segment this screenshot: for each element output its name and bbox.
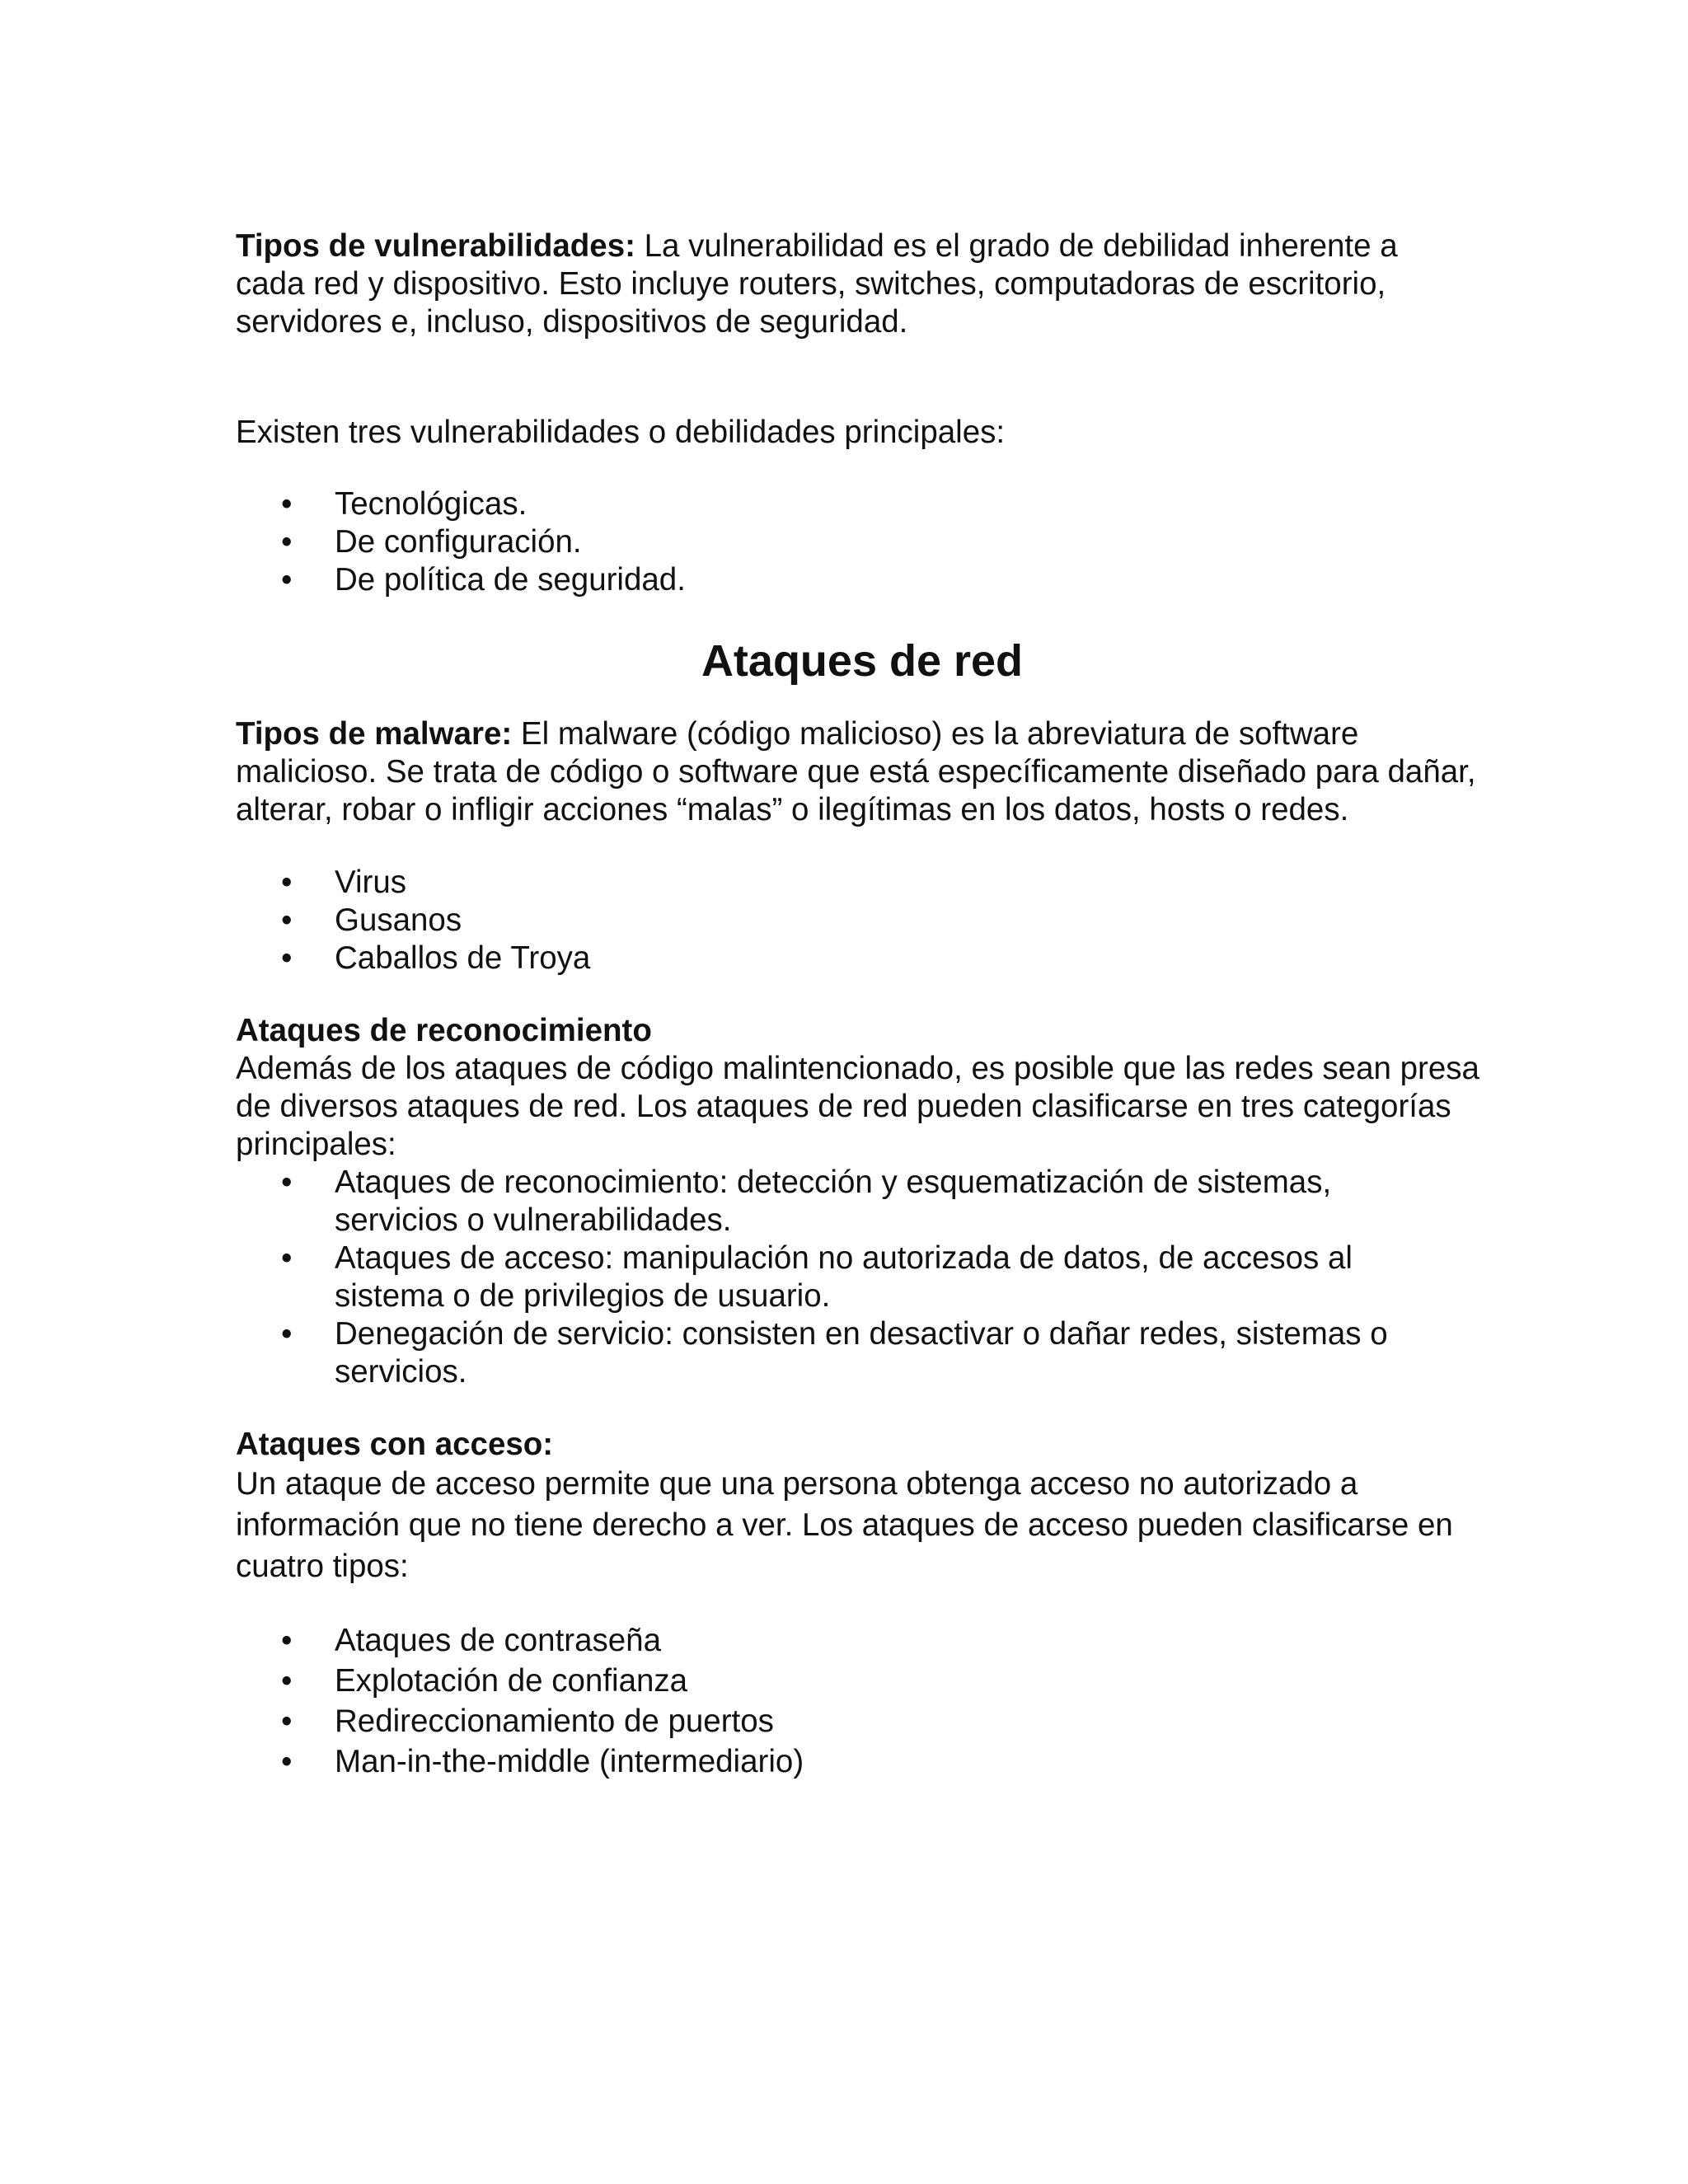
- reconnaissance-heading: Ataques de reconocimiento: [236, 1013, 652, 1048]
- reconnaissance-list: [236, 1164, 1489, 1391]
- vulnerabilities-list: [236, 485, 1489, 599]
- list-item: • Ataques de acceso: manipulación no autorizada de datos, de accesos al sistema o de privilegios de usuario.: [236, 1240, 1456, 1315]
- reconnaissance-text: Además de los ataques de código malintencionado, es posible que las redes sean presa de diversos ataques de red. Los ataques de red pueden clasificarse en tres categorías principales:: [236, 1051, 1479, 1162]
- access-attacks-text: Un ataque de acceso permite que una persona obtenga acceso no autorizado a información que no tiene derecho a ver. Los ataques de acceso pueden clasificarse en cuatro tipos:: [236, 1466, 1453, 1584]
- list-item: • Virus: [236, 864, 1489, 902]
- list-item: • Ataques de reconocimiento: detección y esquematización de sistemas, servicios o vulnerabilidades.: [236, 1164, 1456, 1240]
- access-attacks-list: [236, 1620, 1489, 1782]
- vulnerabilities-paragraph: [236, 227, 1472, 341]
- list-item: • Denegación de servicio: consisten en desactivar o dañar redes, sistemas o servicios.: [236, 1315, 1456, 1391]
- malware-label: Tipos de malware:: [236, 716, 513, 752]
- vulnerabilities-label: Tipos de vulnerabilidades:: [236, 228, 635, 264]
- list-item: • De configuración.: [236, 523, 1489, 561]
- malware-text: El malware (código malicioso) es la abreviatura de software malicioso. Se trata de código o software que está específicamente diseñado para dañar, alterar, robar o infligir acciones “malas” o ilegítimas en los datos, hosts o redes.: [236, 716, 1476, 827]
- list-item: • Gusanos: [236, 902, 1489, 940]
- list-item: • Explotación de confianza: [236, 1661, 1489, 1701]
- section-heading-network-attacks: Ataques de red: [701, 636, 1024, 686]
- list-item: • Man-in-the-middle (intermediario): [236, 1741, 1489, 1782]
- access-attacks-heading: Ataques con acceso:: [236, 1427, 554, 1462]
- list-item: • Redireccionamiento de puertos: [236, 1701, 1489, 1741]
- malware-list: [236, 864, 1489, 977]
- list-item: • Ataques de contraseña: [236, 1620, 1489, 1661]
- list-item: • Caballos de Troya: [236, 940, 1489, 977]
- malware-paragraph: [236, 715, 1489, 829]
- document-content: [236, 227, 1489, 1782]
- vulnerabilities-intro: Existen tres vulnerabilidades o debilidades principales:: [236, 415, 1006, 450]
- list-item: • De política de seguridad.: [236, 561, 1489, 599]
- vulnerabilities-text: La vulnerabilidad es el grado de debilidad inherente a cada red y dispositivo. Esto incluye routers, switches, computadoras de escritorio, servidores e, incluso, dispositivos de seguridad.: [236, 228, 1398, 340]
- list-item: • Tecnológicas.: [236, 485, 1489, 523]
